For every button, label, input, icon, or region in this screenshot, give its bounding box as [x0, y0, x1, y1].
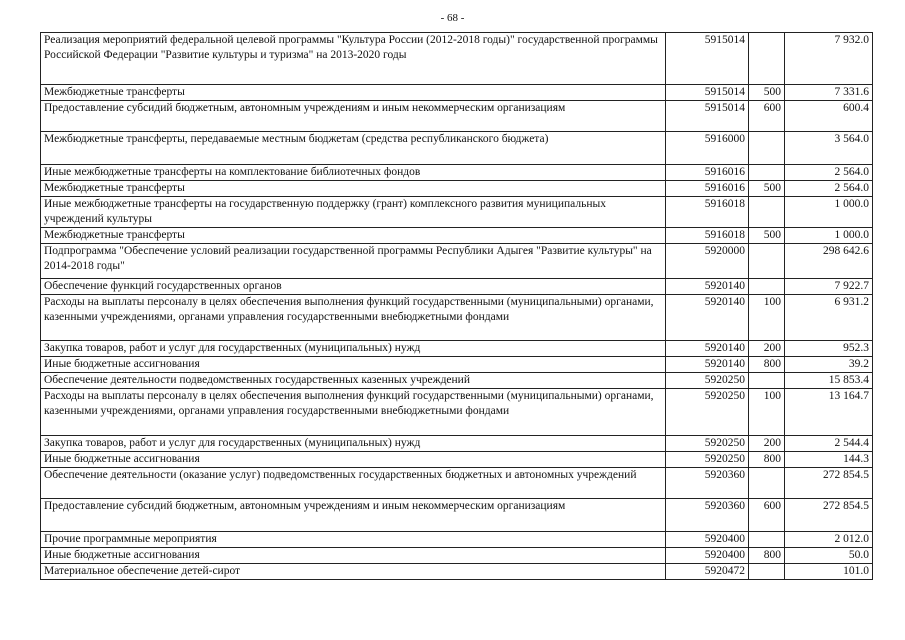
- table-row: [41, 181, 873, 197]
- amount: 39.2: [785, 357, 873, 373]
- expense-type-code: [749, 197, 785, 228]
- expense-type-code: [749, 33, 785, 85]
- expense-type-code: 800: [749, 452, 785, 468]
- expense-type-code: 100: [749, 389, 785, 436]
- expense-type-code: [749, 132, 785, 165]
- table-row: [41, 295, 873, 341]
- expense-type-code: [749, 532, 785, 548]
- row-name: Реализация мероприятий федеральной целевой программы "Культура России (2012-2018 годы)" государственной программы Российской Федерации "Развитие культуры и туризма" на 2013-2020 годы: [41, 33, 666, 85]
- target-article-code: 5920250: [666, 452, 749, 468]
- row-name: Расходы на выплаты персоналу в целях обеспечения выполнения функций государственными (муниципальными) органами, казенными учреждениями, органами управления государственными внебюджетными фондами: [41, 295, 666, 341]
- row-name: Закупка товаров, работ и услуг для государственных (муниципальных) нужд: [41, 341, 666, 357]
- expense-type-code: 600: [749, 101, 785, 132]
- table-row: [41, 244, 873, 279]
- amount: 272 854.5: [785, 468, 873, 499]
- amount: 144.3: [785, 452, 873, 468]
- target-article-code: 5920400: [666, 548, 749, 564]
- target-article-code: 5920250: [666, 373, 749, 389]
- target-article-code: 5920250: [666, 389, 749, 436]
- table-row: [41, 101, 873, 132]
- target-article-code: 5920140: [666, 357, 749, 373]
- row-name: Иные бюджетные ассигнования: [41, 452, 666, 468]
- target-article-code: 5916016: [666, 181, 749, 197]
- table-row: [41, 373, 873, 389]
- table-row: [41, 132, 873, 165]
- table-row: [41, 389, 873, 436]
- amount: 3 564.0: [785, 132, 873, 165]
- amount: 6 931.2: [785, 295, 873, 341]
- row-name: Межбюджетные трансферты, передаваемые местным бюджетам (средства республиканского бюджета): [41, 132, 666, 165]
- amount: 298 642.6: [785, 244, 873, 279]
- table-row: [41, 357, 873, 373]
- target-article-code: 5920472: [666, 564, 749, 580]
- target-article-code: 5920140: [666, 341, 749, 357]
- expense-type-code: 500: [749, 228, 785, 244]
- target-article-code: 5920400: [666, 532, 749, 548]
- expense-type-code: [749, 468, 785, 499]
- amount: 1 000.0: [785, 197, 873, 228]
- table-row: [41, 452, 873, 468]
- amount: 50.0: [785, 548, 873, 564]
- expense-type-code: [749, 564, 785, 580]
- target-article-code: 5916000: [666, 132, 749, 165]
- row-name: Прочие программные мероприятия: [41, 532, 666, 548]
- target-article-code: 5920360: [666, 468, 749, 499]
- amount: 13 164.7: [785, 389, 873, 436]
- expense-type-code: 800: [749, 548, 785, 564]
- amount: 272 854.5: [785, 499, 873, 532]
- row-name: Иные бюджетные ассигнования: [41, 548, 666, 564]
- expense-type-code: 100: [749, 295, 785, 341]
- row-name: Закупка товаров, работ и услуг для государственных (муниципальных) нужд: [41, 436, 666, 452]
- row-name: Предоставление субсидий бюджетным, автономным учреждениям и иным некоммерческим организациям: [41, 499, 666, 532]
- target-article-code: 5920000: [666, 244, 749, 279]
- target-article-code: 5916018: [666, 197, 749, 228]
- amount: 2 564.0: [785, 181, 873, 197]
- row-name: Иные межбюджетные трансферты на государственную поддержку (грант) комплексного развития муниципальных учреждений культуры: [41, 197, 666, 228]
- target-article-code: 5920250: [666, 436, 749, 452]
- table-row: [41, 468, 873, 499]
- table-row: [41, 33, 873, 85]
- row-name: Межбюджетные трансферты: [41, 181, 666, 197]
- row-name: Обеспечение деятельности (оказание услуг) подведомственных государственных бюджетных и автономных учреждений: [41, 468, 666, 499]
- table-row: [41, 564, 873, 580]
- page-number: - 68 -: [440, 12, 465, 24]
- row-name: Иные бюджетные ассигнования: [41, 357, 666, 373]
- target-article-code: 5915014: [666, 85, 749, 101]
- table-row: [41, 279, 873, 295]
- amount: 101.0: [785, 564, 873, 580]
- target-article-code: 5920360: [666, 499, 749, 532]
- table-row: [41, 436, 873, 452]
- amount: 600.4: [785, 101, 873, 132]
- amount: 2 012.0: [785, 532, 873, 548]
- row-name: Предоставление субсидий бюджетным, автономным учреждениям и иным некоммерческим организациям: [41, 101, 666, 132]
- amount: 952.3: [785, 341, 873, 357]
- table-row: [41, 165, 873, 181]
- amount: 7 932.0: [785, 33, 873, 85]
- table-row: [41, 85, 873, 101]
- expense-type-code: 200: [749, 341, 785, 357]
- target-article-code: 5916016: [666, 165, 749, 181]
- budget-table: [40, 32, 873, 580]
- target-article-code: 5915014: [666, 33, 749, 85]
- expense-type-code: [749, 244, 785, 279]
- expense-type-code: 600: [749, 499, 785, 532]
- row-name: Обеспечение функций государственных органов: [41, 279, 666, 295]
- amount: 2 564.0: [785, 165, 873, 181]
- row-name: Иные межбюджетные трансферты на комплектование библиотечных фондов: [41, 165, 666, 181]
- expense-type-code: [749, 373, 785, 389]
- amount: 7 331.6: [785, 85, 873, 101]
- expense-type-code: [749, 279, 785, 295]
- amount: 15 853.4: [785, 373, 873, 389]
- row-name: Межбюджетные трансферты: [41, 228, 666, 244]
- target-article-code: 5920140: [666, 279, 749, 295]
- table-row: [41, 532, 873, 548]
- expense-type-code: 800: [749, 357, 785, 373]
- expense-type-code: [749, 165, 785, 181]
- expense-type-code: 500: [749, 85, 785, 101]
- row-name: Межбюджетные трансферты: [41, 85, 666, 101]
- row-name: Расходы на выплаты персоналу в целях обеспечения выполнения функций государственными (муниципальными) органами, казенными учреждениями, органами управления государственными внебюджетными фондами: [41, 389, 666, 436]
- expense-type-code: 200: [749, 436, 785, 452]
- table-row: [41, 548, 873, 564]
- target-article-code: 5916018: [666, 228, 749, 244]
- table-row: [41, 499, 873, 532]
- table-row: [41, 197, 873, 228]
- target-article-code: 5915014: [666, 101, 749, 132]
- expense-type-code: 500: [749, 181, 785, 197]
- row-name: Материальное обеспечение детей-сирот: [41, 564, 666, 580]
- amount: 2 544.4: [785, 436, 873, 452]
- amount: 1 000.0: [785, 228, 873, 244]
- table-row: [41, 228, 873, 244]
- table-row: [41, 341, 873, 357]
- row-name: Подпрограмма "Обеспечение условий реализации государственной программы Республики Адыгея "Развитие культуры" на 2014-2018 годы": [41, 244, 666, 279]
- target-article-code: 5920140: [666, 295, 749, 341]
- row-name: Обеспечение деятельности подведомственных государственных казенных учреждений: [41, 373, 666, 389]
- amount: 7 922.7: [785, 279, 873, 295]
